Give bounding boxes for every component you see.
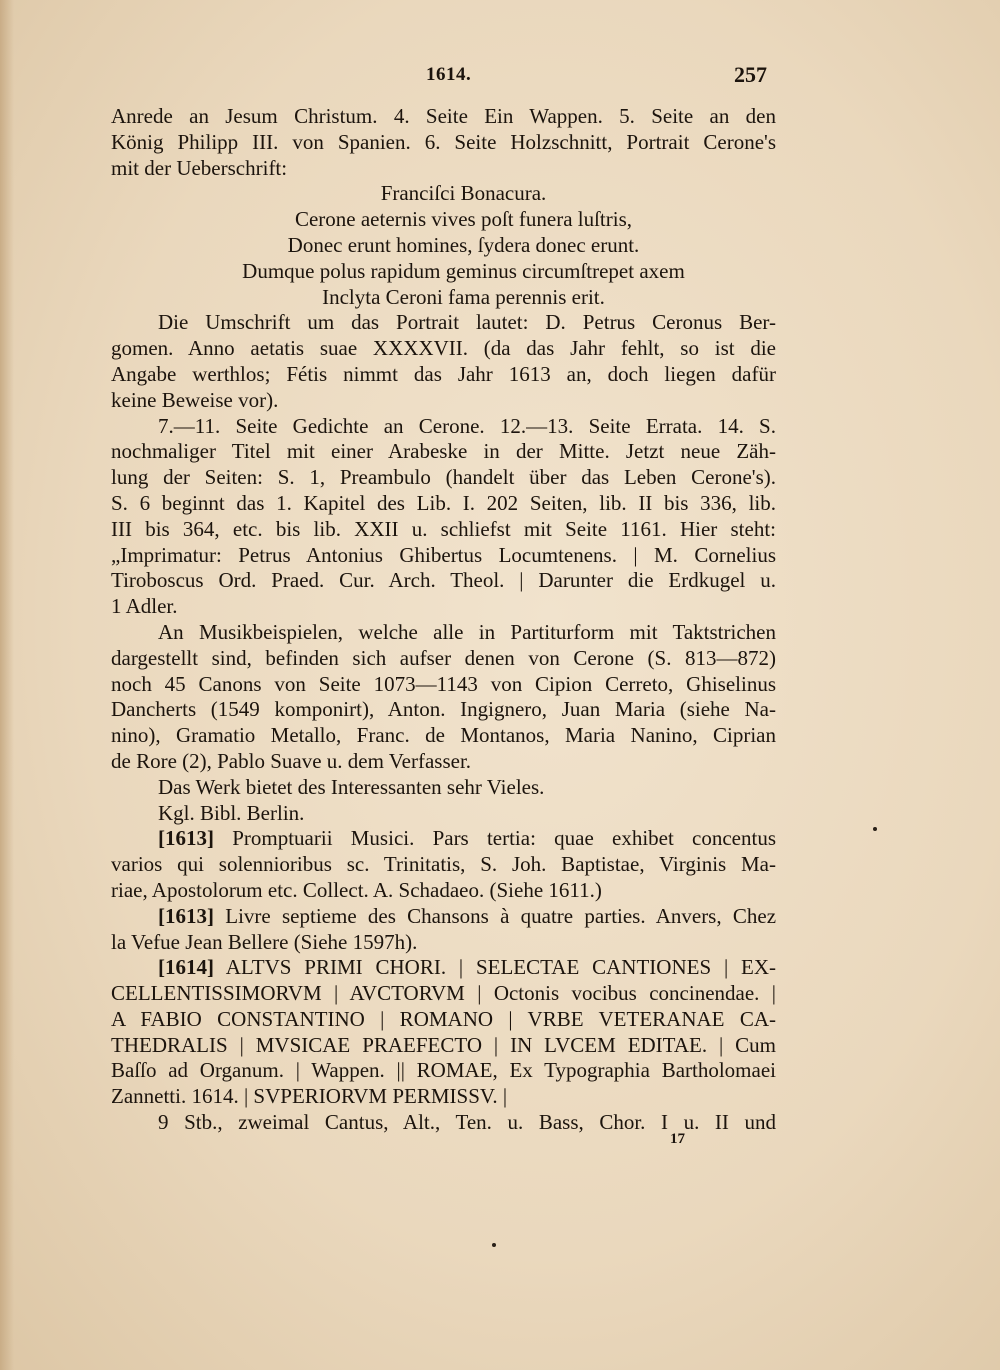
page-edge-shadow	[0, 0, 14, 1370]
text-line: Angabe werthlos; Fétis nimmt das Jahr 1613 an, doch liegen dafür	[111, 361, 776, 386]
text-line: dargestellt sind, befinden sich aufser denen von Cerone (S. 813—872)	[111, 645, 776, 670]
text-line: S. 6 beginnt das 1. Kapitel des Lib. I. 202 Seiten, lib. II bis 336, lib.	[111, 490, 776, 515]
text-line: de Rore (2), Pablo Suave u. dem Verfasser.	[111, 748, 472, 773]
ink-speck	[873, 827, 877, 831]
poem-attribution: Franciſci Bonacura.	[380, 181, 547, 206]
text-line: Baſſo ad Organum. | Wappen. || ROMAE, Ex Typographia Bartholomaei	[111, 1058, 776, 1083]
text-line: An Musikbeispielen, welche alle in Partiturform mit Taktstrichen	[158, 619, 776, 644]
text-line: „Imprimatur: Petrus Antonius Ghibertus Locumtenens. | M. Cornelius	[111, 542, 776, 567]
entry-title: Promptuarii Musici. Pars tertia: quae exhibet concentus	[232, 826, 776, 851]
text-line: Tiroboscus Ord. Praed. Cur. Arch. Theol. | Darunter die Erdkugel u.	[111, 568, 776, 593]
text-line: Anrede an Jesum Christum. 4. Seite Ein Wappen. 5. Seite an den	[111, 104, 776, 128]
text-line: nino), Gramatio Metallo, Franc. de Montanos, Maria Nanino, Ciprian	[111, 723, 776, 748]
text-line: keine Beweise vor).	[111, 387, 279, 412]
text-line: gomen. Anno aetatis suae XXXXVII. (da das Jahr fehlt, so ist die	[111, 336, 776, 361]
text-line: Zannetti. 1614. | SVPERIORVM PERMISSV. |	[111, 1084, 508, 1109]
entry-date: [1613]	[158, 826, 214, 851]
text-line: CELLENTISSIMORVM | AVCTORVM | Octonis vocibus concinendae. |	[111, 981, 776, 1006]
signature-mark: 17	[670, 1131, 685, 1147]
entry-first-line	[111, 904, 776, 930]
text-line: 9 Stb., zweimal Cantus, Alt., Ten. u. Bass, Chor. I u. II und	[158, 1110, 776, 1135]
library-location: Kgl. Bibl. Berlin.	[158, 800, 305, 825]
text-line: König Philipp III. von Spanien. 6. Seite Holzschnitt, Portrait Cerone's	[111, 129, 776, 154]
entry-date: [1614]	[158, 955, 214, 980]
text-line: noch 45 Canons von Seite 1073—1143 von Cipion Cerreto, Ghiselinus	[111, 671, 776, 696]
text-line: riae, Apostolorum etc. Collect. A. Schadaeo. (Siehe 1611.)	[111, 877, 602, 902]
page-body	[111, 104, 776, 1136]
entry-first-line	[111, 955, 776, 981]
poem-line: Inclyta Ceroni fama perennis erit.	[322, 284, 605, 309]
text-line: Die Umschrift um das Portrait lautet: D. Petrus Ceronus Ber-	[158, 310, 776, 335]
text-line: 1 Adler.	[111, 594, 178, 619]
text-line: 7.—11. Seite Gedichte an Cerone. 12.—13. Seite Errata. 14. S.	[158, 413, 776, 438]
text-line: mit der Ueberschrift:	[111, 155, 288, 180]
running-head-year: 1614.	[426, 64, 472, 85]
entry-title: Livre septieme des Chansons à quatre parties. Anvers, Chez	[225, 903, 777, 928]
text-line: lung der Seiten: S. 1, Preambulo (handelt über das Leben Cerone's).	[111, 465, 776, 490]
entry-date: [1613]	[158, 903, 214, 928]
text-line: Dancherts (1549 komponirt), Anton. Ingignero, Juan Maria (siehe Na-	[111, 697, 776, 722]
entry-first-line	[111, 826, 776, 852]
ink-speck	[492, 1243, 496, 1247]
poem-line: Donec erunt homines, ſydera donec erunt.	[287, 232, 640, 257]
text-line: varios qui solennioribus sc. Trinitatis, S. Joh. Baptistae, Virginis Ma-	[111, 852, 776, 877]
text-line: III bis 364, etc. bis lib. XXII u. schliefst mit Seite 1161. Hier steht:	[111, 516, 776, 541]
poem-line: Dumque polus rapidum geminus circumſtrepet axem	[242, 258, 685, 283]
text-line: la Vefue Jean Bellere (Siehe 1597h).	[111, 929, 418, 954]
text-line: Das Werk bietet des Interessanten sehr Vieles.	[158, 774, 545, 799]
text-line: nochmaliger Titel mit einer Arabeske in der Mitte. Jetzt neue Zäh-	[111, 439, 776, 464]
text-line: A FABIO CONSTANTINO | ROMANO | VRBE VETERANAE CA-	[111, 1006, 776, 1031]
page-header	[0, 62, 1000, 92]
poem-line: Cerone aeternis vives poſt funera luſtris,	[294, 207, 633, 232]
text-line: THEDRALIS | MVSICAE PRAEFECTO | IN LVCEM EDITAE. | Cum	[111, 1032, 776, 1057]
page-number: 257	[734, 62, 767, 87]
entry-title: ALTVS PRIMI CHORI. | SELECTAE CANTIONES | EX-	[225, 955, 777, 980]
